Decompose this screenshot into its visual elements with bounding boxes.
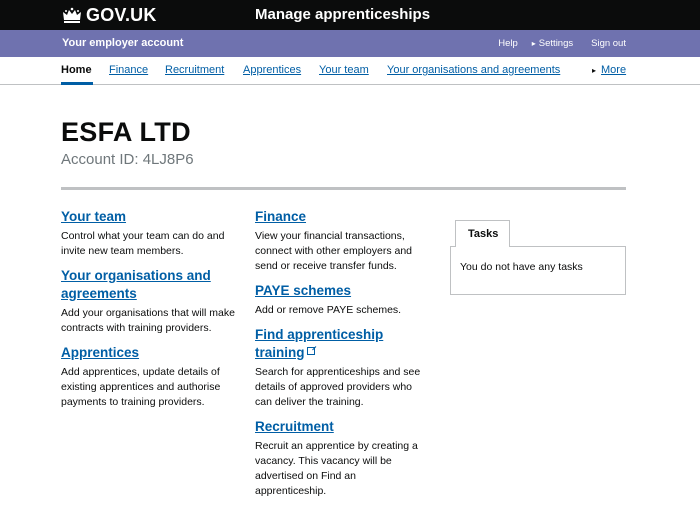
- nav-your-team[interactable]: Your team: [319, 64, 369, 76]
- account-bar: [0, 30, 700, 57]
- govuk-header: [0, 0, 700, 30]
- account-id: Account ID: 4LJ8P6: [61, 151, 194, 168]
- find-training-block: [255, 326, 430, 410]
- crown-icon: [62, 7, 82, 23]
- govuk-logo-link[interactable]: [62, 5, 157, 25]
- logo-text: GOV.UK: [86, 4, 157, 25]
- secondary-nav: [0, 57, 700, 85]
- middle-column: [255, 208, 430, 507]
- finance-block: [255, 208, 430, 274]
- finance-link[interactable]: Finance: [255, 209, 307, 224]
- tasks-tab[interactable]: [455, 220, 510, 247]
- nav-organisations[interactable]: Your organisations and agreements: [387, 64, 561, 76]
- tasks-empty-message: You do not have any tasks: [460, 261, 583, 273]
- page-title: ESFA LTD: [61, 117, 191, 147]
- find-training-link[interactable]: Find apprenticeship training: [255, 327, 384, 360]
- recruitment-description: Recruit an apprentice by creating a vacancy. This vacancy will be advertised on Find an apprenticeship.: [255, 440, 418, 497]
- external-link-icon: [307, 347, 315, 355]
- left-column: [61, 208, 236, 418]
- paye-block: [255, 282, 430, 318]
- recruitment-block: [255, 418, 430, 499]
- tasks-tab-label: Tasks: [468, 228, 499, 240]
- paye-schemes-link[interactable]: PAYE schemes: [255, 283, 352, 298]
- apprentices-block: [61, 344, 236, 410]
- recruitment-link[interactable]: Recruitment: [255, 419, 334, 434]
- organisations-block: [61, 267, 236, 336]
- sign-out-link[interactable]: Sign out: [591, 38, 626, 49]
- nav-recruitment[interactable]: Recruitment: [165, 64, 225, 76]
- find-training-description: Search for apprenticeships and see details of approved providers who can deliver the training.: [255, 366, 421, 408]
- apprentices-description: Add apprentices, update details of existing apprentices and authorise payments to training providers.: [61, 366, 221, 408]
- finance-description: View your financial transactions, connect with other employers and send or receive transfer funds.: [255, 230, 413, 272]
- tasks-panel: [450, 246, 626, 295]
- help-link[interactable]: Help: [498, 38, 518, 49]
- nav-finance[interactable]: Finance: [109, 64, 149, 76]
- nav-home[interactable]: Home: [61, 64, 92, 76]
- settings-link[interactable]: ▸ Settings: [532, 38, 573, 49]
- active-nav-indicator: [61, 82, 93, 85]
- service-name[interactable]: Manage apprenticeships: [255, 6, 431, 23]
- account-title: Your employer account: [62, 37, 184, 49]
- apprentices-link[interactable]: Apprentices: [61, 345, 140, 360]
- organisations-description: Add your organisations that will make contracts with training providers.: [61, 307, 235, 334]
- paye-description: Add or remove PAYE schemes.: [255, 304, 402, 316]
- account-links: [498, 38, 626, 49]
- your-team-block: [61, 208, 236, 259]
- nav-apprentices[interactable]: Apprentices: [243, 64, 302, 76]
- your-team-link[interactable]: Your team: [61, 209, 127, 224]
- nav-more[interactable]: ▸ More: [592, 64, 626, 76]
- your-team-description: Control what your team can do and invite new team members.: [61, 230, 225, 257]
- section-divider: [61, 187, 626, 190]
- organisations-link[interactable]: Your organisations and agreements: [61, 268, 211, 301]
